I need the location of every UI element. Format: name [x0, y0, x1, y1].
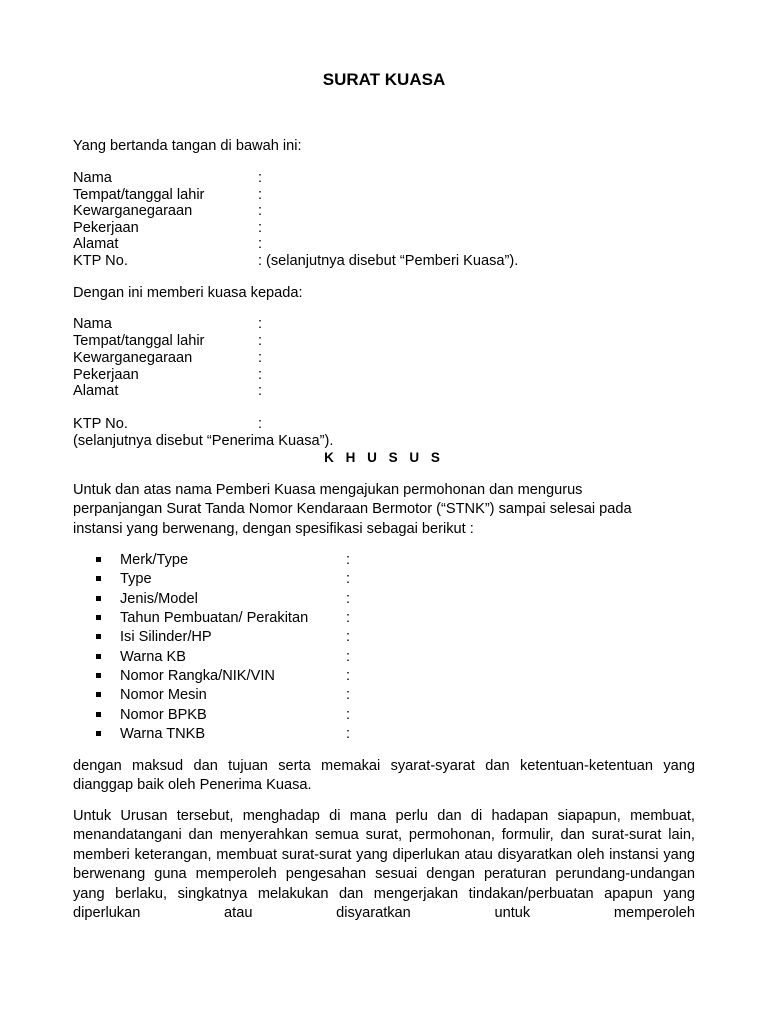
grant-intro-text: Dengan ini memberi kuasa kepada:	[73, 285, 303, 301]
intro-text: Yang bertanda tangan di bawah ini:	[73, 138, 302, 154]
document-page: SURAT KUASA Yang bertanda tangan di bawah ini: Nama : Tempat/tanggal lahir : Kewarganegaraan : Pekerjaan : Alamat : KTP No. : (selanjutnya disebut “Pemberi Kuasa”). Dengan ini memberi kuasa kepada: Nama : Tempat/tanggal lahir : Kewarganegaraan : Pekerjaan : Alamat : KTP No. : (selanjutnya disebut “Penerima Kuasa”). K H U S U S Untuk dan atas nama Pemberi Kuasa mengajukan permohonan dan mengurus perpanjangan Surat Tanda Nomor Kendaraan Bermotor (“STNK”) sampai selesai pada instansi yang berwenang, dengan spesifikasi sebagai berikut : Merk/Type : Type : Jenis/Model : Tahun Pembuatan/ Perakitan : Isi Silinder/HP : Warna KB : Nomor Rangka/NIK/VIN : Nomor Mesin : Nomor BPKB : Warna TNKB : dengan maksud dan tujuan serta memakai syarat-syarat dan ketentuan-ketentuan yang dianggap baik oleh Penerima Kuasa. Untuk Urusan tersebut, menghadap di mana perlu dan di hadapan siapapun, membuat, menandatangani dan menyerahkan semua surat, permohonan, formulir, dan surat-surat lain, memberi keterangan, membuat surat-surat yang diperlukan atau disyaratkan oleh instansi yang berwenang guna memperoleh pengesahan sesuai dengan peraturan perundang-undangan yang berlaku, singkatnya melakukan dan mengerjakan tindakan/perbuatan apapun yang diperlukan atau disyaratkan untuk memperoleh	[0, 0, 768, 1024]
paragraph-maksud-tujuan: dengan maksud dan tujuan serta memakai syarat-syarat dan ketentuan-ketentuan yang dianggap baik oleh Penerima Kuasa.	[73, 758, 695, 794]
square-bullet-icon	[96, 673, 101, 678]
khusus-heading: K H U S U S	[324, 450, 444, 465]
purpose-line-2: perpanjangan Surat Tanda Nomor Kendaraan Bermotor (“STNK”) sampai selesai pada	[73, 501, 632, 517]
square-bullet-icon	[96, 692, 101, 697]
purpose-line-1: Untuk dan atas nama Pemberi Kuasa mengajukan permohonan dan mengurus	[73, 482, 583, 498]
square-bullet-icon	[96, 596, 101, 601]
square-bullet-icon	[96, 654, 101, 659]
square-bullet-icon	[96, 731, 101, 736]
square-bullet-icon	[96, 712, 101, 717]
purpose-line-3: instansi yang berwenang, dengan spesifikasi sebagai berikut :	[73, 521, 474, 537]
receiver-note: (selanjutnya disebut “Penerima Kuasa”).	[73, 433, 334, 449]
giver-note: (selanjutnya disebut “Pemberi Kuasa”).	[266, 253, 519, 269]
paragraph-urusan: Untuk Urusan tersebut, menghadap di mana perlu dan di hadapan siapapun, membuat, menandatangani dan menyerahkan semua surat, permohonan, formulir, dan surat-surat lain, memberi keterangan, membuat surat-surat yang diperlukan atau disyaratkan oleh instansi yang berwenang guna memperoleh pengesahan sesuai dengan peraturan perundang-undangan yang berlaku, singkatnya melakukan dan mengerjakan tindakan/perbuatan apapun yang diperlukan atau disyaratkan untuk memperoleh	[73, 808, 695, 922]
document-title: SURAT KUASA	[322, 70, 446, 89]
square-bullet-icon	[96, 576, 101, 581]
square-bullet-icon	[96, 557, 101, 562]
square-bullet-icon	[96, 615, 101, 620]
square-bullet-icon	[96, 634, 101, 639]
